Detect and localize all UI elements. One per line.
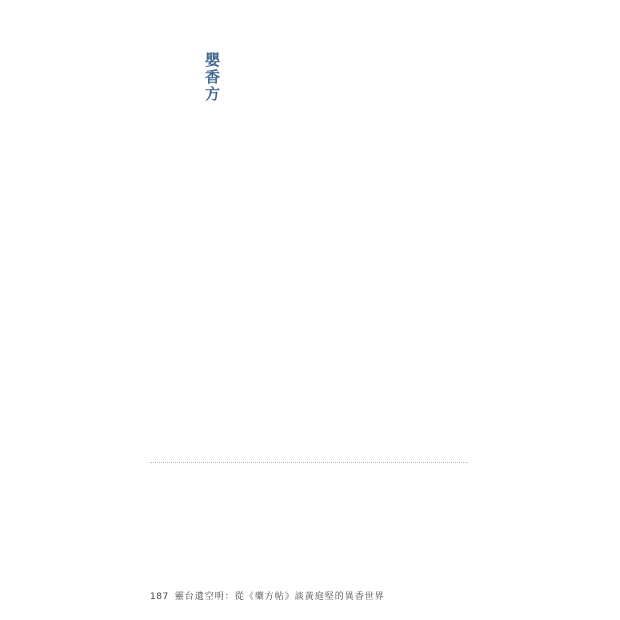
body-text-block xyxy=(216,69,333,469)
dotted-divider xyxy=(150,462,468,463)
section-heading: 嬰香方 xyxy=(203,52,221,103)
running-title: 靈台遺空明：從《藥方帖》談黃庭堅的異香世界 xyxy=(174,592,385,602)
running-footer xyxy=(150,589,470,605)
page-number: 187 xyxy=(150,592,169,602)
section-body-text-block xyxy=(166,73,221,467)
